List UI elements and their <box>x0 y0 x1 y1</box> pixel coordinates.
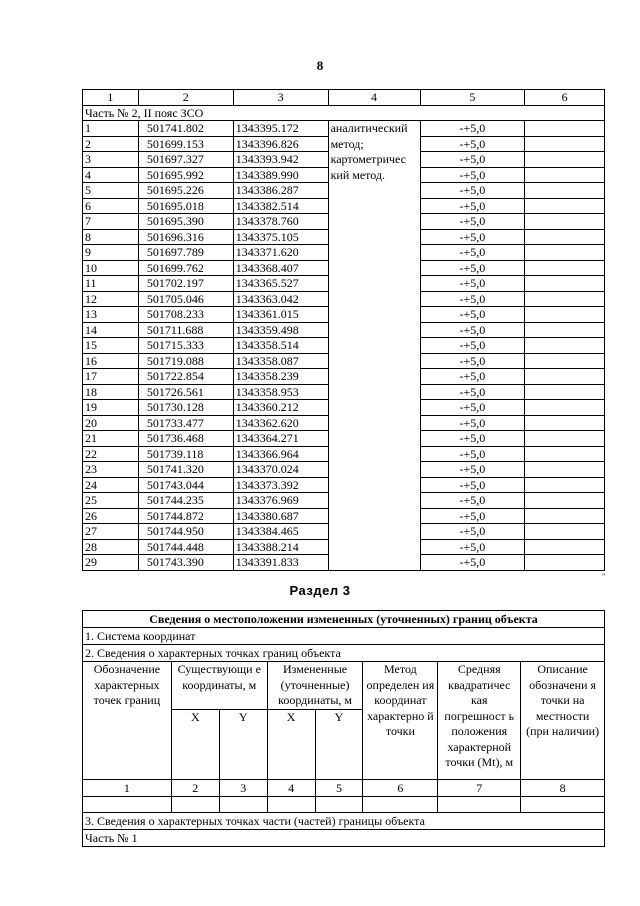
accuracy-value: -+5,0 <box>420 369 525 385</box>
coord-x: 501744.235 <box>138 493 233 509</box>
description-cell <box>525 477 605 493</box>
accuracy-value: -+5,0 <box>420 555 525 571</box>
description-cell <box>525 539 605 555</box>
accuracy-value: -+5,0 <box>420 167 525 183</box>
coord-y: 1343376.969 <box>233 493 328 509</box>
accuracy-value: -+5,0 <box>420 276 525 292</box>
accuracy-value: -+5,0 <box>420 214 525 230</box>
coord-x: 501743.044 <box>138 477 233 493</box>
column-number: 5 <box>420 90 525 106</box>
coord-y: 1343388.214 <box>233 539 328 555</box>
point-number: 29 <box>83 555 139 571</box>
quote-mark: " <box>602 572 606 581</box>
coord-x: 501722.854 <box>138 369 233 385</box>
column-number: 3 <box>233 90 328 106</box>
part-label-row: Часть № 1 <box>83 829 605 846</box>
point-number: 14 <box>83 322 139 338</box>
point-number: 19 <box>83 400 139 416</box>
coord-y: 1343386.287 <box>233 183 328 199</box>
coord-x: 501741.802 <box>138 121 233 137</box>
empty-row-cell <box>219 797 267 813</box>
coord-x: 501730.128 <box>138 400 233 416</box>
coord-y: 1343378.760 <box>233 214 328 230</box>
point-number: 17 <box>83 369 139 385</box>
coord-y: 1343370.024 <box>233 462 328 478</box>
point-number: 26 <box>83 508 139 524</box>
accuracy-value: -+5,0 <box>420 121 525 137</box>
point-number: 6 <box>83 198 139 214</box>
coord-x: 501715.333 <box>138 338 233 354</box>
coord-y: 1343358.514 <box>233 338 328 354</box>
coord-y: 1343363.042 <box>233 291 328 307</box>
coord-x: 501733.477 <box>138 415 233 431</box>
accuracy-value: -+5,0 <box>420 493 525 509</box>
description-cell <box>525 353 605 369</box>
coord-x: 501695.018 <box>138 198 233 214</box>
column-number: 7 <box>438 780 521 797</box>
description-cell <box>525 555 605 571</box>
coord-y: 1343384.465 <box>233 524 328 540</box>
point-number: 11 <box>83 276 139 292</box>
point-number: 13 <box>83 307 139 323</box>
coord-x: 501695.226 <box>138 183 233 199</box>
accuracy-value: -+5,0 <box>420 400 525 416</box>
description-cell <box>525 214 605 230</box>
coord-y: 1343382.514 <box>233 198 328 214</box>
point-number: 7 <box>83 214 139 230</box>
coord-y: 1343358.239 <box>233 369 328 385</box>
point-number: 22 <box>83 446 139 462</box>
description-cell <box>525 524 605 540</box>
method-line: кий метод. <box>330 167 386 182</box>
point-number: 4 <box>83 167 139 183</box>
description-cell <box>525 291 605 307</box>
point-number: 2 <box>83 136 139 152</box>
coord-y: 1343358.953 <box>233 384 328 400</box>
part-label: Часть № 2, II пояс ЗСО <box>83 105 605 121</box>
coord-x: 501739.118 <box>138 446 233 462</box>
empty-row-cell <box>171 797 219 813</box>
header-changed-x: X <box>267 709 315 779</box>
accuracy-value: -+5,0 <box>420 431 525 447</box>
coord-y: 1343371.620 <box>233 245 328 261</box>
point-number: 27 <box>83 524 139 540</box>
empty-row-cell <box>315 797 363 813</box>
coord-y: 1343368.407 <box>233 260 328 276</box>
description-cell <box>525 431 605 447</box>
coordinates-table <box>82 89 605 571</box>
header-description: Описание обозначени я точки на местности (при наличии) <box>521 662 605 780</box>
column-number: 3 <box>219 780 267 797</box>
accuracy-value: -+5,0 <box>420 539 525 555</box>
section-title: Раздел 3 <box>289 583 351 598</box>
coord-y: 1343373.392 <box>233 477 328 493</box>
coord-x: 501699.762 <box>138 260 233 276</box>
coord-y: 1343359.498 <box>233 322 328 338</box>
point-number: 10 <box>83 260 139 276</box>
description-cell <box>525 260 605 276</box>
accuracy-value: -+5,0 <box>420 136 525 152</box>
description-cell <box>525 322 605 338</box>
points-info-row: 2. Сведения о характерных точках границ объекта <box>83 645 605 662</box>
column-number: 4 <box>267 780 315 797</box>
description-cell <box>525 508 605 524</box>
empty-row-cell <box>83 797 172 813</box>
header-changed-coords: Измененные (уточненные) координаты, м <box>267 662 363 710</box>
description-cell <box>525 183 605 199</box>
coord-y: 1343393.942 <box>233 152 328 168</box>
accuracy-value: -+5,0 <box>420 307 525 323</box>
accuracy-value: -+5,0 <box>420 508 525 524</box>
coord-x: 501711.688 <box>138 322 233 338</box>
accuracy-value: -+5,0 <box>420 152 525 168</box>
accuracy-value: -+5,0 <box>420 353 525 369</box>
accuracy-value: -+5,0 <box>420 183 525 199</box>
accuracy-value: -+5,0 <box>420 477 525 493</box>
description-cell <box>525 369 605 385</box>
description-cell <box>525 136 605 152</box>
description-cell <box>525 446 605 462</box>
point-number: 9 <box>83 245 139 261</box>
coord-y: 1343361.015 <box>233 307 328 323</box>
description-cell <box>525 245 605 261</box>
accuracy-value: -+5,0 <box>420 524 525 540</box>
method-line: аналитический <box>330 121 408 135</box>
point-number: 1 <box>83 121 139 137</box>
description-cell <box>525 384 605 400</box>
coord-y: 1343358.087 <box>233 353 328 369</box>
header-existing-coords: Существующи е координаты, м <box>171 662 267 710</box>
column-number: 2 <box>171 780 219 797</box>
accuracy-value: -+5,0 <box>420 338 525 354</box>
column-number: 6 <box>525 90 605 106</box>
coord-x: 501743.390 <box>138 555 233 571</box>
column-number-row <box>83 90 605 106</box>
coord-x: 501705.046 <box>138 291 233 307</box>
coord-x: 501744.950 <box>138 524 233 540</box>
empty-row-cell <box>521 797 605 813</box>
column-number: 8 <box>521 780 605 797</box>
description-cell <box>525 121 605 137</box>
header-existing-x: X <box>171 709 219 779</box>
coord-x: 501744.872 <box>138 508 233 524</box>
accuracy-value: -+5,0 <box>420 229 525 245</box>
point-number: 20 <box>83 415 139 431</box>
coord-y: 1343389.990 <box>233 167 328 183</box>
coord-y: 1343380.687 <box>233 508 328 524</box>
column-number: 1 <box>83 780 172 797</box>
coord-y: 1343362.620 <box>233 415 328 431</box>
description-cell <box>525 462 605 478</box>
point-number: 23 <box>83 462 139 478</box>
empty-row-cell <box>438 797 521 813</box>
boundary-column-number-row <box>83 780 605 797</box>
description-cell <box>525 198 605 214</box>
coord-y: 1343360.212 <box>233 400 328 416</box>
accuracy-value: -+5,0 <box>420 415 525 431</box>
description-cell <box>525 276 605 292</box>
coord-x: 501697.789 <box>138 245 233 261</box>
empty-row-cell <box>363 797 438 813</box>
coord-system-row: 1. Система координат <box>83 628 605 645</box>
accuracy-value: -+5,0 <box>420 322 525 338</box>
boundary-table <box>82 610 605 847</box>
coord-x: 501726.561 <box>138 384 233 400</box>
point-number: 5 <box>83 183 139 199</box>
column-number: 6 <box>363 780 438 797</box>
coord-y: 1343364.271 <box>233 431 328 447</box>
description-cell <box>525 167 605 183</box>
part-points-info-row: 3. Сведения о характерных точках части (частей) границы объекта <box>83 812 605 829</box>
coord-x: 501741.320 <box>138 462 233 478</box>
description-cell <box>525 229 605 245</box>
coord-x: 501695.992 <box>138 167 233 183</box>
coord-x: 501702.197 <box>138 276 233 292</box>
description-cell <box>525 307 605 323</box>
method-line: картометричес <box>330 152 406 166</box>
coord-y: 1343365.527 <box>233 276 328 292</box>
coord-x: 501736.468 <box>138 431 233 447</box>
header-changed-y: Y <box>315 709 363 779</box>
coord-x: 501697.327 <box>138 152 233 168</box>
accuracy-value: -+5,0 <box>420 291 525 307</box>
column-number: 1 <box>83 90 139 106</box>
coord-x: 501744.448 <box>138 539 233 555</box>
header-existing-y: Y <box>219 709 267 779</box>
point-number: 21 <box>83 431 139 447</box>
empty-row-cell <box>267 797 315 813</box>
coord-x: 501719.088 <box>138 353 233 369</box>
boundary-table-title: Сведения о местоположении измененных (уточненных) границ объекта <box>83 611 605 628</box>
column-number: 2 <box>138 90 233 106</box>
coord-x: 501708.233 <box>138 307 233 323</box>
accuracy-value: -+5,0 <box>420 384 525 400</box>
page-number: 8 <box>316 58 324 73</box>
coord-y: 1343395.172 <box>233 121 328 137</box>
accuracy-value: -+5,0 <box>420 446 525 462</box>
column-number: 4 <box>328 90 420 106</box>
description-cell <box>525 400 605 416</box>
accuracy-value: -+5,0 <box>420 198 525 214</box>
method-cell <box>328 121 420 571</box>
part-row <box>83 105 605 121</box>
point-number: 8 <box>83 229 139 245</box>
coord-x: 501699.153 <box>138 136 233 152</box>
point-number: 28 <box>83 539 139 555</box>
point-number: 24 <box>83 477 139 493</box>
header-mean-error: Средняя квадратичес кая погрешност ь положения характерной точки (Mt), м <box>438 662 521 780</box>
point-number: 3 <box>83 152 139 168</box>
accuracy-value: -+5,0 <box>420 260 525 276</box>
coord-x: 501695.390 <box>138 214 233 230</box>
coord-y: 1343366.964 <box>233 446 328 462</box>
header-method: Метод определен ия координат характерно й точки <box>363 662 438 780</box>
accuracy-value: -+5,0 <box>420 245 525 261</box>
coord-y: 1343391.833 <box>233 555 328 571</box>
coord-y: 1343375.105 <box>233 229 328 245</box>
column-number: 5 <box>315 780 363 797</box>
method-line: метод; <box>330 136 364 151</box>
description-cell <box>525 415 605 431</box>
description-cell <box>525 152 605 168</box>
header-point-designation: Обозначение характерных точек границ <box>83 662 172 780</box>
table-row <box>83 121 605 137</box>
coord-y: 1343396.826 <box>233 136 328 152</box>
point-number: 16 <box>83 353 139 369</box>
point-number: 15 <box>83 338 139 354</box>
point-number: 18 <box>83 384 139 400</box>
description-cell <box>525 338 605 354</box>
coord-x: 501696.316 <box>138 229 233 245</box>
point-number: 12 <box>83 291 139 307</box>
accuracy-value: -+5,0 <box>420 462 525 478</box>
description-cell <box>525 493 605 509</box>
point-number: 25 <box>83 493 139 509</box>
